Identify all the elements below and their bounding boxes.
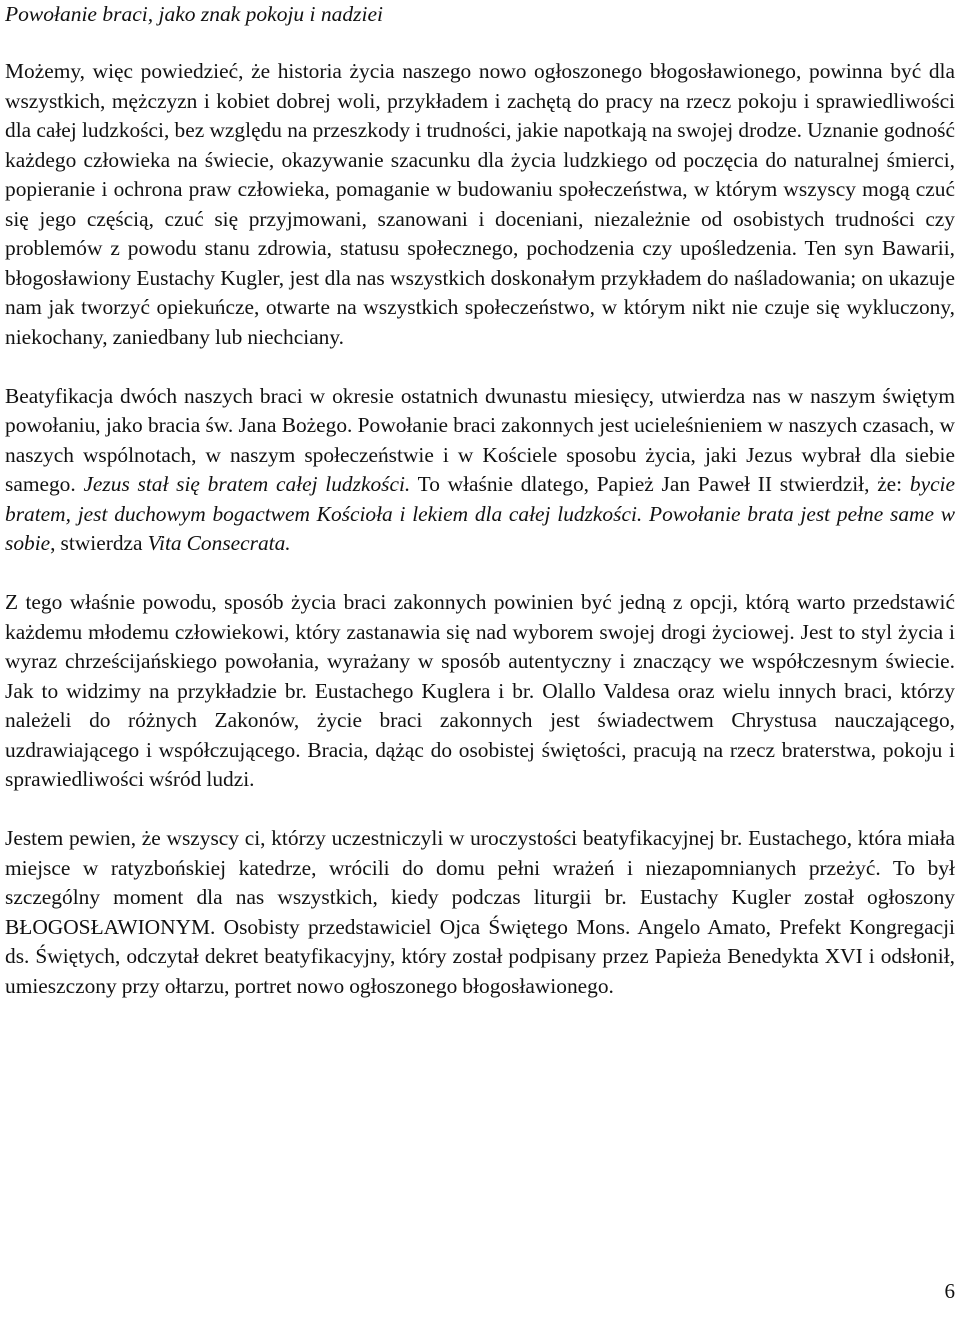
text-run: To właśnie dlatego, Papież Jan Paweł II stwierdził, że:	[410, 472, 910, 496]
paragraph	[5, 382, 955, 559]
italic-text-run: Vita Consecrata.	[147, 531, 291, 555]
italic-text-run: bycie bratem, jest duchowym bogactwem Kościoła i lekiem dla całej ludzkości. Powołanie brata jest pełne same w sobie	[5, 472, 955, 555]
paragraph	[5, 588, 955, 795]
section-heading: Powołanie braci, jako znak pokoju i nadziei	[5, 2, 383, 26]
body-text	[5, 57, 955, 1001]
page-number: 6	[944, 1279, 955, 1303]
paragraph	[5, 824, 955, 1001]
text-run: Beatyfikacja dwóch naszych braci w okresie ostatnich dwunastu miesięcy, utwierdza nas w naszym świętym powołaniu, jako bracia św. Jana Bożego. Powołanie braci zakonnych jest ucieleśnieniem w naszych czasach, w naszych wspólnotach, w naszym społeczeństwie i w Kościele sposobu życia, jaki Jezus wybrał dla siebie samego.	[5, 383, 955, 496]
paragraph	[5, 57, 955, 352]
italic-text-run: Jezus stał się bratem całej ludzkości.	[83, 472, 411, 496]
text-run: Z tego właśnie powodu, sposób życia braci zakonnych powinien być jedną z opcji, którą warto przedstawić każdemu młodemu człowiekowi, który zastanawia się nad wyborem swojej drogi życiowej. Jest to styl życia i wyraz chrześcijańskiego powołania, wyrażany w sposób autentyczny i znaczący we współczesnym świecie. Jak to widzimy na przykładzie br. Eustachego Kuglera i br. Olallo Valdesa oraz wielu innych braci, którzy należeli do różnych Zakonów, życie braci zakonnych jest świadectwem Chrystusa nauczającego, uzdrawiającego i współczującego. Bracia, dążąc do osobistej świętości, pracują na rzecz braterstwa, pokoju i sprawiedliwości wśród ludzi.	[5, 590, 955, 791]
text-run: Jestem pewien, że wszyscy ci, którzy uczestniczyli w uroczystości beatyfikacyjnej br. Eustachego, która miała miejsce w ratyzbońskiej katedrze, wrócili do domu pełni wrażeń i niezapomnianych przeżyć. To był szczególny moment dla nas wszystkich, kiedy podczas liturgii br. Eustachy Kugler został ogłoszony BŁOGOSŁAWIONYM. Osobisty przedstawiciel Ojca Świętego Mons. Angelo Amato, Prefekt Kongregacji ds. Świętych, odczytał dekret beatyfikacyjny, który został podpisany przez Papieża Benedykta XVI i odsłonił, umieszczony przy ołtarzu, portret nowo ogłoszonego błogosławionego.	[5, 826, 955, 998]
text-run: , stwierdza	[50, 531, 148, 555]
text-run: Możemy, więc powiedzieć, że historia życia naszego nowo ogłoszonego błogosławionego, powinna być dla wszystkich, mężczyzn i kobiet dobrej woli, przykładem i zachętą do pracy na rzecz pokoju i sprawiedliwości dla całej ludzkości, bez względu na przeszkody i trudności, jakie napotkają na swojej drodze. Uznanie godność każdego człowieka na świecie, okazywanie szacunku dla życia ludzkiego od poczęcia do naturalnej śmierci, popieranie i ochrona praw człowieka, pomaganie w budowaniu społeczeństwa, w którym wszyscy mogą czuć się jego częścią, czuć się przyjmowani, szanowani i doceniani, niezależnie od osobistych trudności czy problemów z powodu stanu zdrowia, statusu społecznego, pochodzenia czy upośledzenia. Ten syn Bawarii, błogosławiony Eustachy Kugler, jest dla nas wszystkich doskonałym przykładem do naśladowania; on ukazuje nam jak tworzyć opiekuńcze, otwarte na wszystkich społeczeństwo, w którym nikt nie czuje się wykluczony, niekochany, zaniedbany lub niechciany.	[5, 59, 955, 349]
